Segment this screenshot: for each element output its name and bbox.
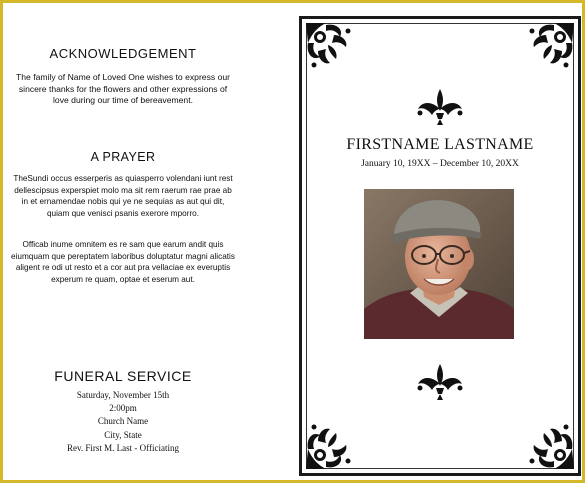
portrait-photo [364, 189, 514, 339]
service-date: Saturday, November 15th [76, 390, 170, 400]
inside-left-panel [6, 6, 296, 483]
corner-ornament-icon [522, 21, 576, 75]
life-dates: January 10, 19XX – December 10, 20XX [361, 159, 519, 169]
service-location: City, State [104, 429, 142, 440]
prayer-paragraph-2: Officab inume omnitem es re sam que earum andit quis eiumquam que pereptatem laboribus doluptatur magni alicatis aligent re odi ut resto et a cor aut pra vellaciae ex everuptis experum re quam, optae et eserum aut. [11, 240, 235, 284]
deceased-name: FIRSTNAME LASTNAME [346, 136, 534, 153]
service-officiant: Rev. First M. Last - Officiating [67, 442, 179, 453]
funeral-service-details [6, 389, 240, 455]
service-time: 2:00pm [109, 403, 137, 414]
service-church: Church Name [97, 416, 149, 427]
fleur-flourish-icon [414, 362, 466, 402]
acknowledgement-title: ACKNOWLEDGEMENT [49, 46, 197, 61]
fleur-flourish-icon [414, 87, 466, 127]
cover-panel [299, 16, 581, 476]
prayer-title: A PRAYER [90, 150, 156, 164]
corner-ornament-icon [304, 21, 358, 75]
corner-ornament-icon [304, 417, 358, 471]
portrait-illustration [364, 189, 514, 339]
funeral-service-title: FUNERAL SERVICE [54, 368, 192, 384]
acknowledgement-text: The family of Name of Loved One wishes to express our sincere thanks for the flowers and other expressions of love during our time of bereavement. [16, 72, 230, 106]
prayer-paragraph-1: TheSundi occus esserperis as quiasperro volendani iunt rest dellescipsus experspiet molo ma sit rem raerum rae prae ab in et ernamendae nobis qui ye ne sequias as aut qui dit, quiam que venisci psanis exerore mporro. [13, 174, 233, 218]
corner-ornament-icon [522, 417, 576, 471]
